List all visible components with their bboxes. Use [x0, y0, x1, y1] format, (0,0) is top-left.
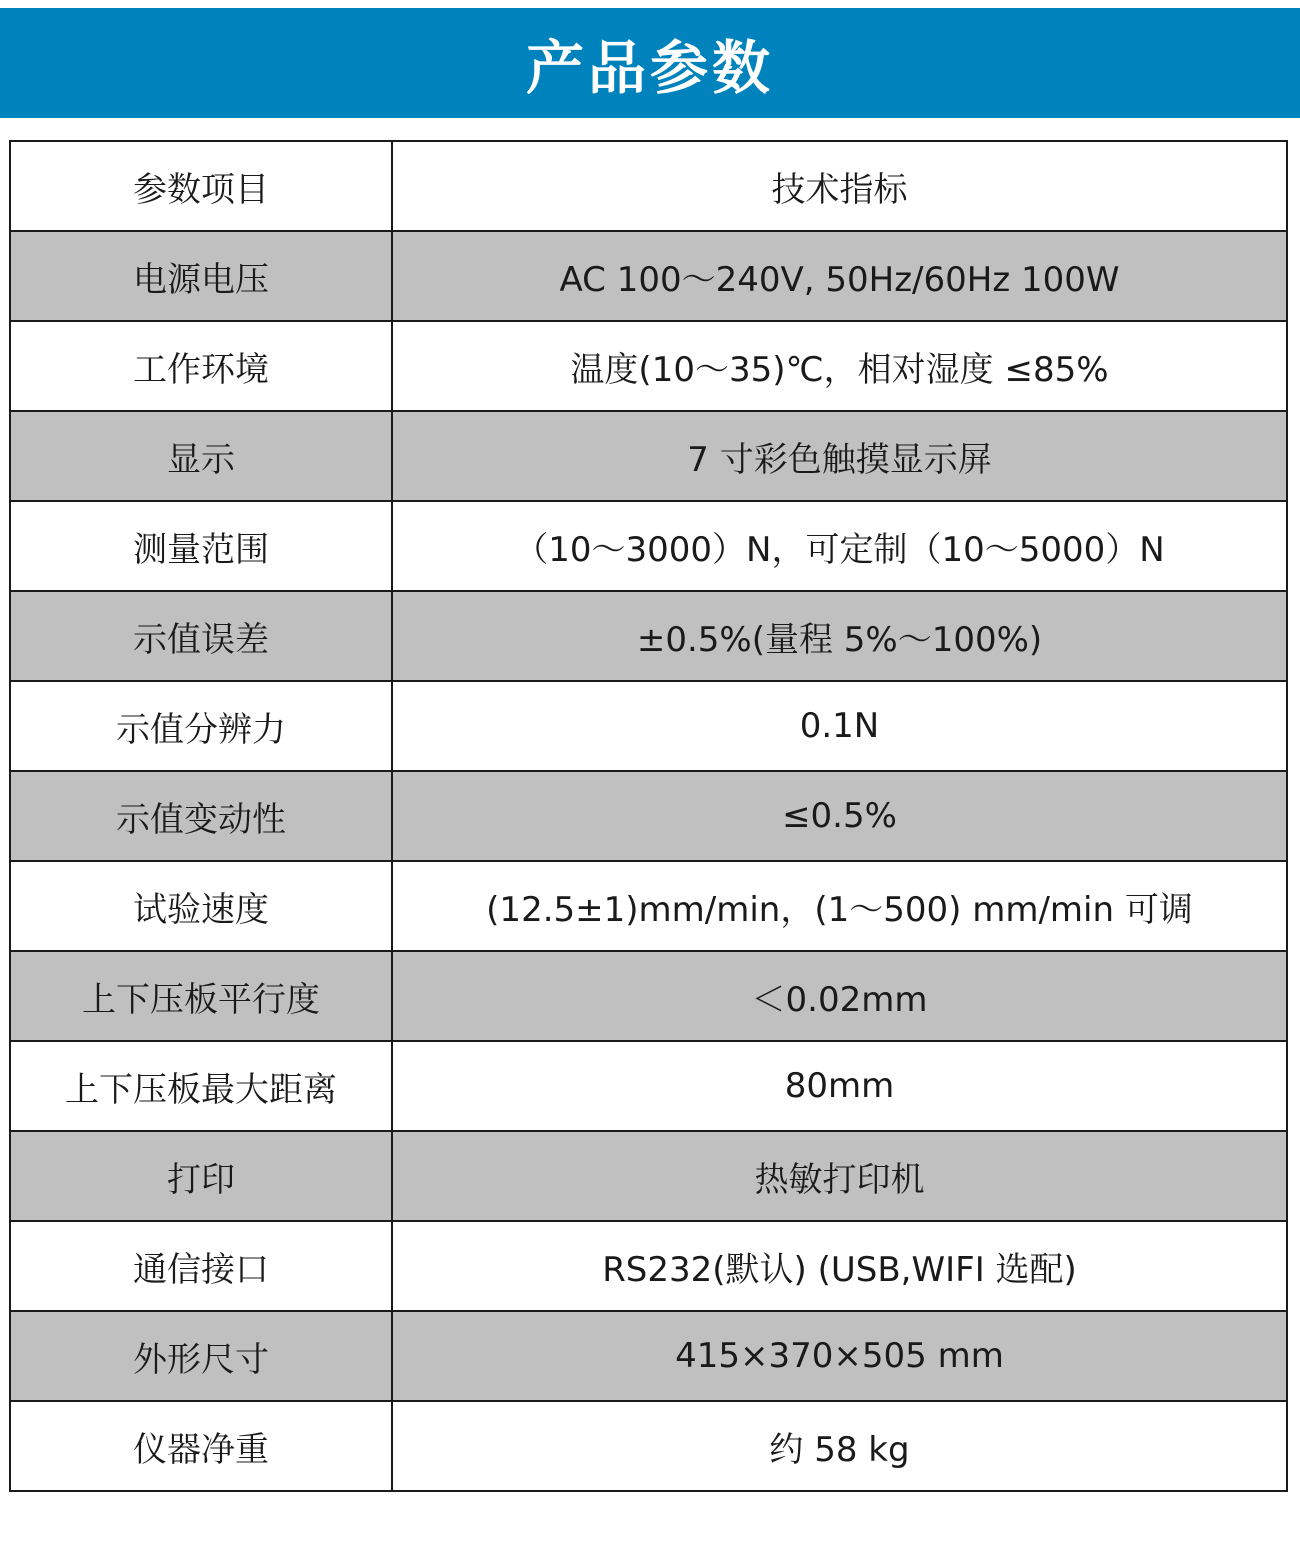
table-row — [10, 321, 1287, 411]
row-label: 打印 — [10, 1131, 392, 1221]
row-label: 通信接口 — [10, 1221, 392, 1311]
row-label: 外形尺寸 — [10, 1311, 392, 1401]
row-value: ±0.5%(量程 5%～100%) — [392, 591, 1287, 681]
table-row — [10, 501, 1287, 591]
row-label: 示值误差 — [10, 591, 392, 681]
table-row — [10, 231, 1287, 321]
row-label: 仪器净重 — [10, 1401, 392, 1491]
table-header-row — [10, 141, 1287, 231]
column-header-spec: 技术指标 — [392, 141, 1287, 231]
page-title: 产品参数 — [525, 34, 774, 102]
row-label: 显示 — [10, 411, 392, 501]
row-label: 上下压板最大距离 — [10, 1041, 392, 1131]
parameters-table — [9, 140, 1288, 1492]
table-row — [10, 1311, 1287, 1401]
table-row — [10, 1131, 1287, 1221]
table-row — [10, 861, 1287, 951]
table-row — [10, 591, 1287, 681]
row-label: 工作环境 — [10, 321, 392, 411]
table-row — [10, 1221, 1287, 1311]
row-value: 温度(10～35)℃，相对湿度 ≤85% — [392, 321, 1287, 411]
table-row — [10, 771, 1287, 861]
row-label: 电源电压 — [10, 231, 392, 321]
table-row — [10, 411, 1287, 501]
row-value: RS232(默认) (USB,WIFI 选配) — [392, 1221, 1287, 1311]
header-banner — [0, 8, 1300, 118]
table-row — [10, 1041, 1287, 1131]
row-value: ＜0.02mm — [392, 951, 1287, 1041]
row-value: 约 58 kg — [392, 1401, 1287, 1491]
row-label: 上下压板平行度 — [10, 951, 392, 1041]
row-value: （10～3000）N，可定制（10～5000）N — [392, 501, 1287, 591]
row-label: 示值分辨力 — [10, 681, 392, 771]
row-value: AC 100～240V, 50Hz/60Hz 100W — [392, 231, 1287, 321]
column-header-item: 参数项目 — [10, 141, 392, 231]
row-label: 测量范围 — [10, 501, 392, 591]
row-value: 80mm — [392, 1041, 1287, 1131]
row-label: 试验速度 — [10, 861, 392, 951]
row-value: 7 寸彩色触摸显示屏 — [392, 411, 1287, 501]
table-row — [10, 1401, 1287, 1491]
row-value: 0.1N — [392, 681, 1287, 771]
table-row — [10, 951, 1287, 1041]
row-value: (12.5±1)mm/min，(1～500) mm/min 可调 — [392, 861, 1287, 951]
row-label: 示值变动性 — [10, 771, 392, 861]
table-row — [10, 681, 1287, 771]
row-value: 415×370×505 mm — [392, 1311, 1287, 1401]
row-value: ≤0.5% — [392, 771, 1287, 861]
row-value: 热敏打印机 — [392, 1131, 1287, 1221]
